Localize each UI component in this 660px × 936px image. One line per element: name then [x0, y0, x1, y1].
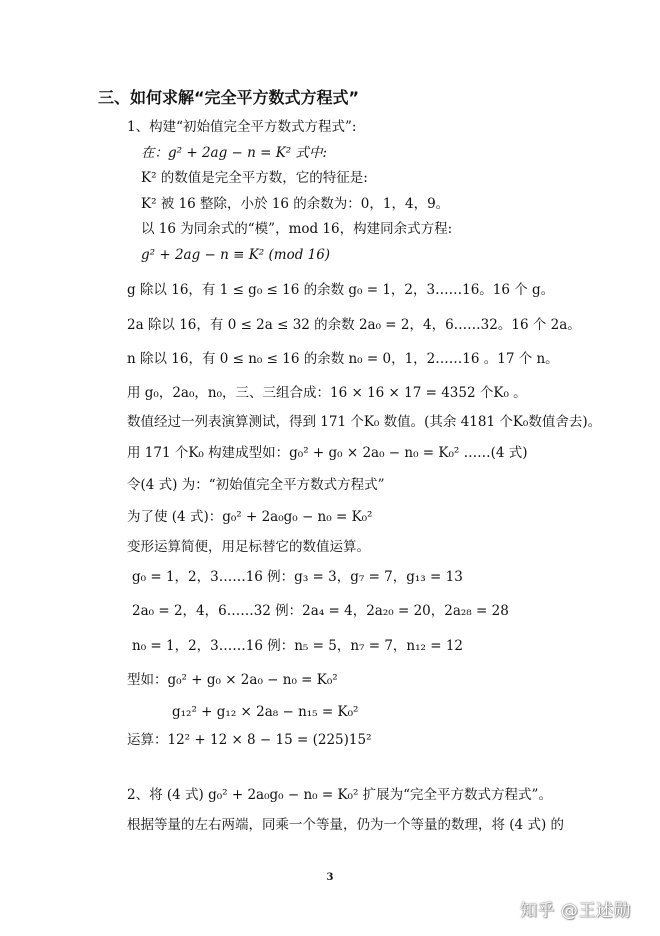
text-line: 根据等量的左右两端，同乘一个等量，仍为一个等量的数理，将 (4 式) 的 [127, 817, 564, 833]
text-line: 用 171 个K₀ 构建成型如：g₀² + g₀ × 2a₀ − n₀ = K₀² ……(4 式) [127, 445, 528, 461]
text-line: g 除以 16，有 1 ≤ g₀ ≤ 16 的余数 g₀ = 1，2，3……16。16 个 g。 [127, 282, 555, 298]
text-line: 令(4 式) 为：“初始值完全平方数式方程式” [127, 477, 385, 493]
example-line: g₀ = 1，2，3……16 例：g₃ = 3，g₇ = 7，g₁₃ = 13 [132, 569, 463, 585]
text-line: K² 的数值是完全平方数，它的特征是: [141, 170, 368, 186]
text-line: 2a 除以 16，有 0 ≤ 2a ≤ 32 的余数 2a₀ = 2，4，6……32。16 个 2a。 [127, 317, 581, 333]
text-line: 为了使 (4 式)：g₀² + 2a₀g₀ − n₀ = K₀² [127, 509, 373, 525]
text-line: 数值经过一列表演算测试，得到 171 个K₀ 数值。(其余 4181 个K₀数值舍去)。 [127, 414, 602, 430]
page-number: 3 [326, 872, 334, 883]
text-line: 用 g₀，2a₀，n₀，三、三组合成：16 × 16 × 17 = 4352 个K₀ 。 [127, 385, 527, 401]
text-line: 变形运算简便，用足标替它的数值运算。 [127, 539, 370, 555]
example-line: 2a₀ = 2，4，6……32 例：2a₄ = 4，2a₂₀ = 20，2a₂₈ = 28 [132, 603, 509, 619]
section-heading: 三、如何求解“完全平方数式方程式” [98, 88, 360, 107]
watermark: 知乎 @王述勋 [520, 901, 631, 921]
text-line: K² 被 16 整除，小於 16 的余数为：0，1，4，9。 [141, 196, 450, 212]
equation-line: g² + 2ag − n ≡ K² (mod 16) [141, 247, 331, 263]
text-line: 以 16 为同余式的“模”，mod 16，构建同余式方程: [141, 221, 453, 237]
text-line: n 除以 16，有 0 ≤ n₀ ≤ 16 的余数 n₀ = 0，1，2……16 。17 个 n。 [127, 351, 559, 367]
text-line: 型如：g₀² + g₀ × 2a₀ − n₀ = K₀² [127, 672, 338, 688]
text-line: 1、构建“初始值完全平方数式方程式”: [127, 119, 357, 135]
example-line: n₀ = 1，2，3……16 例：n₅ = 5，n₇ = 7，n₁₂ = 12 [132, 638, 464, 654]
text-line: 运算：12² + 12 × 8 − 15 = (225)15² [127, 732, 372, 748]
text-line: 2、将 (4 式) g₀² + 2a₀g₀ − n₀ = K₀² 扩展为“完全平方数式方程式”。 [127, 787, 552, 803]
text-line: 在：g² + 2ag − n = K² 式中: [141, 145, 328, 161]
equation-line: g₁₂² + g₁₂ × 2a₈ − n₁₅ = K₀² [172, 704, 359, 720]
